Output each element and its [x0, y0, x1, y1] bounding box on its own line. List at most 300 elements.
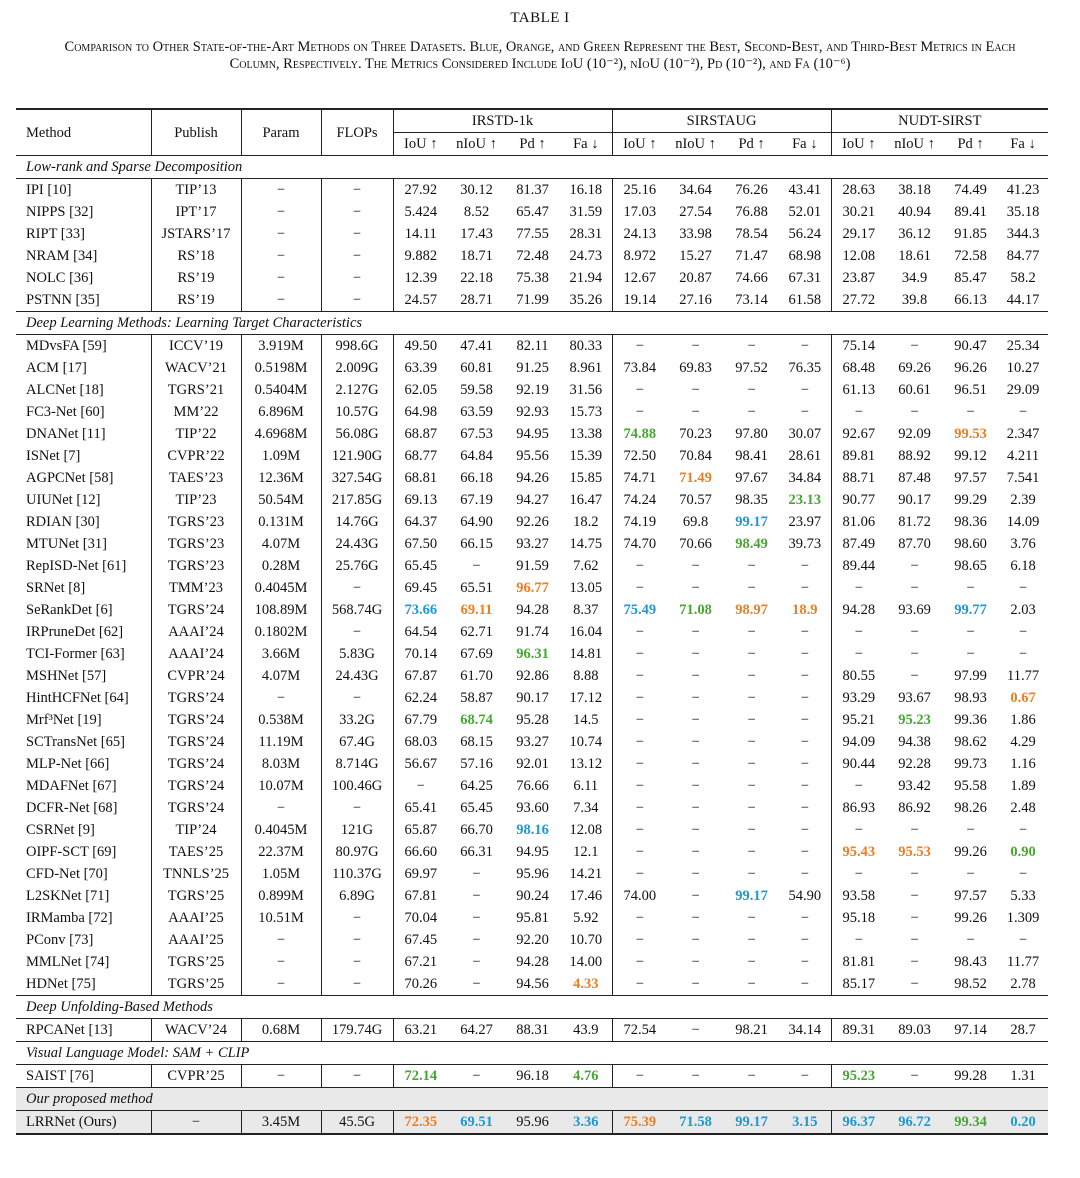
- table-cell: 72.48: [516, 248, 549, 264]
- table-cell: 93.27: [516, 536, 549, 552]
- table-cell: 72.50: [612, 445, 667, 467]
- table-cell: TIP’13: [151, 179, 241, 202]
- table-cell: 12.67: [612, 267, 667, 289]
- table-cell: 70.66: [679, 536, 712, 552]
- table-cell: −: [241, 223, 321, 245]
- table-cell: 14.75: [569, 536, 603, 552]
- table-cell: 27.16: [679, 292, 712, 308]
- table-cell: AAAI’24: [151, 621, 241, 643]
- table-cell: 70.57: [679, 492, 712, 508]
- table-cell: CVPR’24: [151, 665, 241, 687]
- table-cell: −: [612, 555, 667, 577]
- table-cell: −: [241, 267, 321, 289]
- table-cell: 62.05: [393, 379, 448, 401]
- table-cell: 108.89M: [241, 599, 321, 621]
- table-row: [16, 445, 1048, 467]
- table-cell: 3.45M: [241, 1111, 321, 1135]
- table-cell: −: [612, 687, 667, 709]
- table-cell: −: [1018, 866, 1028, 882]
- table-cell: 66.13: [954, 292, 987, 308]
- table-cell: 2.39: [1010, 492, 1036, 508]
- table-cell: 72.14: [393, 1065, 448, 1088]
- table-row: [16, 467, 1048, 489]
- method-name: MSHNet [57]: [26, 668, 107, 684]
- table-cell: 4.29: [1010, 734, 1036, 750]
- table-cell: −: [691, 910, 700, 926]
- table-cell: 74.66: [735, 270, 768, 286]
- table-cell: −: [800, 778, 809, 794]
- table-cell: 92.67: [831, 423, 886, 445]
- table-cell: 179.74G: [321, 1019, 393, 1042]
- table-cell: 61.58: [788, 292, 822, 308]
- table-cell: 71.99: [516, 292, 549, 308]
- table-cell: 99.53: [954, 426, 987, 442]
- table-cell: −: [910, 866, 919, 882]
- table-cell: 344.3: [1006, 226, 1040, 242]
- table-cell: 94.95: [516, 844, 549, 860]
- table-cell: 14.76G: [321, 511, 393, 533]
- method-name: RepISD-Net [61]: [26, 558, 127, 574]
- table-cell: 56.67: [393, 753, 448, 775]
- table-cell: 80.33: [569, 338, 603, 354]
- table-row: [16, 179, 1048, 202]
- table-cell: 34.84: [788, 470, 822, 486]
- table-cell: −: [321, 907, 393, 929]
- table-cell: −: [241, 687, 321, 709]
- table-cell: TMM’23: [151, 577, 241, 599]
- table-cell: 68.81: [393, 467, 448, 489]
- table-cell: 29.17: [831, 223, 886, 245]
- table-cell: 75.14: [831, 335, 886, 358]
- table-cell: −: [612, 665, 667, 687]
- table-cell: 86.92: [898, 800, 931, 816]
- table-cell: TNNLS’25: [151, 863, 241, 885]
- table-row: [16, 709, 1048, 731]
- table-row: [16, 929, 1048, 951]
- table-cell: 93.58: [831, 885, 886, 907]
- table-cell: −: [241, 973, 321, 996]
- table-cell: −: [747, 646, 756, 662]
- table-cell: TGRS’23: [151, 555, 241, 577]
- table-cell: TGRS’24: [151, 687, 241, 709]
- table-cell: 92.86: [516, 668, 549, 684]
- table-cell: 76.26: [735, 182, 768, 198]
- table-cell: 14.09: [1006, 514, 1040, 530]
- table-cell: 3.66M: [241, 643, 321, 665]
- table-cell: 89.44: [831, 555, 886, 577]
- table-row: [16, 223, 1048, 245]
- table-cell: 98.49: [735, 536, 768, 552]
- table-cell: −: [691, 712, 700, 728]
- table-cell: 78.54: [735, 226, 768, 242]
- table-cell: −: [747, 580, 756, 596]
- table-row: [16, 797, 1048, 819]
- table-cell: −: [691, 800, 700, 816]
- table-cell: 70.04: [393, 907, 448, 929]
- table-row: [16, 1111, 1048, 1135]
- table-cell: 0.131M: [241, 511, 321, 533]
- table-cell: −: [612, 335, 667, 358]
- table-cell: −: [800, 932, 809, 948]
- table-cell: −: [1018, 932, 1028, 948]
- table-cell: 86.93: [831, 797, 886, 819]
- table-cell: −: [691, 822, 700, 838]
- table-cell: −: [691, 778, 700, 794]
- table-row: [16, 245, 1048, 267]
- table-row: [16, 357, 1048, 379]
- table-cell: 12.1: [573, 844, 599, 860]
- table-cell: 6.896M: [241, 401, 321, 423]
- table-cell: 91.85: [954, 226, 987, 242]
- table-cell: −: [1018, 822, 1028, 838]
- table-cell: 17.46: [569, 888, 603, 904]
- method-name: MLP-Net [66]: [26, 756, 110, 772]
- table-cell: 65.51: [460, 580, 493, 596]
- table-cell: 95.96: [516, 866, 549, 882]
- table-cell: 25.34: [1006, 338, 1040, 354]
- table-cell: 75.39: [612, 1111, 667, 1135]
- table-cell: 0.538M: [241, 709, 321, 731]
- table-cell: −: [747, 976, 756, 992]
- header-flops: FLOPs: [321, 109, 393, 156]
- table-cell: 8.37: [573, 602, 599, 618]
- table-cell: AAAI’24: [151, 643, 241, 665]
- table-cell: −: [241, 929, 321, 951]
- table-cell: 87.48: [898, 470, 931, 486]
- table-cell: 15.39: [569, 448, 603, 464]
- table-cell: 62.24: [393, 687, 448, 709]
- table-cell: −: [472, 976, 481, 992]
- table-cell: 12.36M: [241, 467, 321, 489]
- table-cell: 2.03: [1010, 602, 1036, 618]
- table-cell: 98.97: [735, 602, 768, 618]
- table-cell: 16.04: [569, 624, 603, 640]
- table-cell: 16.18: [569, 182, 603, 198]
- table-cell: 43.9: [573, 1022, 599, 1038]
- table-cell: −: [800, 558, 809, 574]
- table-cell: 18.61: [898, 248, 931, 264]
- table-cell: 41.23: [1006, 182, 1040, 198]
- table-label: TABLE I: [510, 10, 570, 26]
- table-cell: 3.76: [1010, 536, 1036, 552]
- table-cell: 67.53: [460, 426, 493, 442]
- table-cell: −: [612, 753, 667, 775]
- table-cell: 91.25: [516, 360, 549, 376]
- table-cell: 7.34: [573, 800, 599, 816]
- table-cell: 94.38: [898, 734, 931, 750]
- table-cell: −: [691, 690, 700, 706]
- table-cell: 121.90G: [321, 445, 393, 467]
- table-cell: −: [747, 822, 756, 838]
- table-cell: 66.70: [460, 822, 493, 838]
- table-cell: −: [910, 338, 919, 354]
- table-cell: 70.84: [679, 448, 712, 464]
- section-title: Deep Learning Methods: Learning Target Characteristics: [16, 312, 1048, 335]
- header-metric: Fa ↓: [779, 133, 831, 156]
- table-cell: −: [1018, 624, 1028, 640]
- method-name: IPI [10]: [26, 182, 72, 198]
- table-cell: 28.71: [460, 292, 493, 308]
- table-cell: 99.28: [954, 1068, 987, 1084]
- table-cell: 35.26: [569, 292, 603, 308]
- header-metric: Fa ↓: [998, 133, 1048, 156]
- table-cell: 70.14: [393, 643, 448, 665]
- table-cell: 95.96: [505, 1111, 560, 1135]
- table-cell: 90.17: [898, 492, 931, 508]
- table-cell: 9.882: [393, 245, 448, 267]
- table-cell: 39.73: [788, 536, 822, 552]
- table-cell: −: [1018, 646, 1028, 662]
- table-cell: −: [966, 866, 975, 882]
- table-cell: 67.50: [393, 533, 448, 555]
- table-row: [16, 599, 1048, 621]
- table-cell: 3.15: [779, 1111, 831, 1135]
- table-cell: −: [691, 338, 700, 354]
- table-row: [16, 289, 1048, 312]
- section-title: Low-rank and Sparse Decomposition: [16, 156, 1048, 179]
- table-cell: 15.27: [679, 248, 712, 264]
- table-cell: −: [966, 580, 975, 596]
- table-cell: 69.13: [393, 489, 448, 511]
- table-cell: −: [612, 775, 667, 797]
- table-cell: 17.12: [569, 690, 603, 706]
- table-cell: 92.26: [516, 514, 549, 530]
- table-cell: 92.01: [516, 756, 549, 772]
- table-row: [16, 643, 1048, 665]
- table-cell: 14.00: [569, 954, 603, 970]
- table-cell: 0.90: [1010, 844, 1036, 860]
- table-cell: 1.89: [1010, 778, 1036, 794]
- table-cell: 96.37: [831, 1111, 886, 1135]
- table-cell: 99.73: [954, 756, 987, 772]
- table-cell: −: [747, 910, 756, 926]
- table-cell: 5.424: [393, 201, 448, 223]
- method-name: AGPCNet [58]: [26, 470, 114, 486]
- table-cell: 69.83: [679, 360, 712, 376]
- table-cell: 76.66: [516, 778, 549, 794]
- table-cell: −: [910, 558, 919, 574]
- table-cell: 33.98: [679, 226, 712, 242]
- table-cell: TGRS’24: [151, 775, 241, 797]
- table-cell: −: [241, 289, 321, 312]
- table-cell: 95.81: [516, 910, 549, 926]
- table-cell: 23.87: [831, 267, 886, 289]
- table-cell: 69.51: [448, 1111, 505, 1135]
- table-cell: −: [691, 646, 700, 662]
- table-cell: 92.09: [898, 426, 931, 442]
- table-cell: 29.09: [1006, 382, 1040, 398]
- table-cell: CVPR’22: [151, 445, 241, 467]
- table-cell: −: [910, 822, 919, 838]
- table-cell: 94.09: [831, 731, 886, 753]
- table-cell: −: [321, 1065, 393, 1088]
- table-cell: 43.41: [788, 182, 822, 198]
- table-cell: −: [691, 756, 700, 772]
- table-cell: 10.27: [1006, 360, 1040, 376]
- table-cell: −: [321, 929, 393, 951]
- table-cell: −: [1018, 580, 1028, 596]
- table-cell: 30.21: [831, 201, 886, 223]
- method-name: MTUNet [31]: [26, 536, 107, 552]
- table-cell: 23.97: [788, 514, 822, 530]
- table-row: [16, 401, 1048, 423]
- table-cell: 18.2: [573, 514, 599, 530]
- section-header: [16, 156, 1048, 179]
- table-cell: −: [910, 1068, 919, 1084]
- table-cell: 100.46G: [321, 775, 393, 797]
- table-cell: 1.05M: [241, 863, 321, 885]
- table-cell: 8.972: [612, 245, 667, 267]
- table-row: [16, 907, 1048, 929]
- table-cell: 73.84: [612, 357, 667, 379]
- table-cell: 93.60: [516, 800, 549, 816]
- table-cell: −: [800, 976, 809, 992]
- table-cell: 22.18: [460, 270, 493, 286]
- table-cell: 95.56: [516, 448, 549, 464]
- table-cell: 12.08: [831, 245, 886, 267]
- table-cell: 8.52: [463, 204, 490, 220]
- table-cell: −: [612, 379, 667, 401]
- table-cell: −: [241, 201, 321, 223]
- table-cell: 2.127G: [321, 379, 393, 401]
- table-cell: −: [910, 580, 919, 596]
- table-cell: 95.21: [831, 709, 886, 731]
- table-cell: WACV’24: [151, 1019, 241, 1042]
- table-cell: 71.49: [679, 470, 712, 486]
- method-name: HintHCFNet [64]: [26, 690, 129, 706]
- table-cell: 14.11: [393, 223, 448, 245]
- table-cell: 96.51: [954, 382, 987, 398]
- table-cell: 95.58: [954, 778, 987, 794]
- table-cell: −: [472, 558, 481, 574]
- table-cell: 28.31: [569, 226, 603, 242]
- table-cell: 30.07: [788, 426, 822, 442]
- table-cell: 90.17: [516, 690, 549, 706]
- table-cell: −: [691, 976, 700, 992]
- table-cell: TGRS’24: [151, 797, 241, 819]
- table-cell: 22.37M: [241, 841, 321, 863]
- table-cell: TGRS’25: [151, 885, 241, 907]
- table-cell: 87.49: [831, 533, 886, 555]
- table-cell: 99.26: [954, 910, 987, 926]
- table-cell: 65.47: [516, 204, 549, 220]
- method-name: CSRNet [9]: [26, 822, 95, 838]
- table-cell: 97.57: [954, 888, 987, 904]
- table-cell: −: [800, 1068, 809, 1084]
- table-cell: 96.72: [886, 1111, 943, 1135]
- method-name: IRMamba [72]: [26, 910, 113, 926]
- table-cell: −: [612, 731, 667, 753]
- table-cell: −: [472, 866, 481, 882]
- table-cell: −: [747, 800, 756, 816]
- table-cell: WACV’21: [151, 357, 241, 379]
- table-cell: TAES’23: [151, 467, 241, 489]
- table-cell: −: [691, 404, 700, 420]
- table-row: [16, 885, 1048, 907]
- table-cell: −: [472, 888, 481, 904]
- table-cell: −: [747, 382, 756, 398]
- method-name: LRRNet (Ours): [16, 1111, 151, 1135]
- table-cell: 8.03M: [241, 753, 321, 775]
- table-cell: 8.961: [569, 360, 603, 376]
- table-cell: 99.17: [724, 1111, 779, 1135]
- table-cell: 98.65: [954, 558, 987, 574]
- table-cell: −: [910, 404, 919, 420]
- table-row: [16, 423, 1048, 445]
- table-cell: −: [321, 179, 393, 202]
- table-cell: 99.17: [735, 888, 768, 904]
- table-cell: 27.54: [679, 204, 712, 220]
- table-cell: TGRS’23: [151, 511, 241, 533]
- header-metric: IoU ↑: [831, 133, 886, 156]
- table-cell: JSTARS’17: [151, 223, 241, 245]
- table-cell: 98.43: [954, 954, 987, 970]
- table-cell: 95.18: [831, 907, 886, 929]
- table-row: [16, 379, 1048, 401]
- table-cell: 99.36: [954, 712, 987, 728]
- table-cell: 64.37: [393, 511, 448, 533]
- table-cell: 98.52: [954, 976, 987, 992]
- table-cell: −: [691, 382, 700, 398]
- table-cell: 30.12: [460, 182, 493, 198]
- method-name: Mrf³Net [19]: [26, 712, 102, 728]
- method-name: L2SKNet [71]: [26, 888, 110, 904]
- table-cell: 68.87: [393, 423, 448, 445]
- table-cell: −: [747, 844, 756, 860]
- table-cell: −: [800, 690, 809, 706]
- table-row: [16, 267, 1048, 289]
- table-cell: −: [747, 734, 756, 750]
- table-cell: 0.1802M: [241, 621, 321, 643]
- table-cell: 94.28: [831, 599, 886, 621]
- table-cell: 87.70: [898, 536, 931, 552]
- table-cell: 96.31: [516, 646, 549, 662]
- table-cell: 65.45: [460, 800, 493, 816]
- method-name: RPCANet [13]: [26, 1022, 113, 1038]
- method-name: TCI-Former [63]: [26, 646, 125, 662]
- table-cell: 1.31: [1010, 1068, 1036, 1084]
- table-cell: −: [747, 404, 756, 420]
- header-metric: Pd ↑: [724, 133, 779, 156]
- table-cell: 54.90: [788, 888, 822, 904]
- table-cell: 92.19: [516, 382, 549, 398]
- table-cell: 64.98: [393, 401, 448, 423]
- table-cell: −: [747, 954, 756, 970]
- table-cell: 17.43: [460, 226, 493, 242]
- table-cell: 4.76: [573, 1068, 599, 1084]
- table-cell: 97.14: [954, 1022, 987, 1038]
- table-cell: −: [151, 1111, 241, 1135]
- section-title: Our proposed method: [16, 1088, 1048, 1111]
- table-cell: −: [831, 775, 886, 797]
- table-cell: −: [691, 932, 700, 948]
- table-cell: 95.28: [516, 712, 549, 728]
- method-name: RIPT [33]: [26, 226, 85, 242]
- header-method: Method: [16, 109, 151, 156]
- table-cell: −: [321, 797, 393, 819]
- table-cell: −: [800, 734, 809, 750]
- table-cell: 44.17: [1006, 292, 1040, 308]
- table-cell: 10.74: [569, 734, 603, 750]
- table-cell: 12.39: [393, 267, 448, 289]
- table-cell: 13.12: [569, 756, 603, 772]
- table-cell: 74.19: [612, 511, 667, 533]
- table-cell: −: [747, 778, 756, 794]
- table-cell: −: [691, 954, 700, 970]
- table-cell: 70.23: [679, 426, 712, 442]
- table-cell: 67.19: [460, 492, 493, 508]
- table-cell: 92.93: [516, 404, 549, 420]
